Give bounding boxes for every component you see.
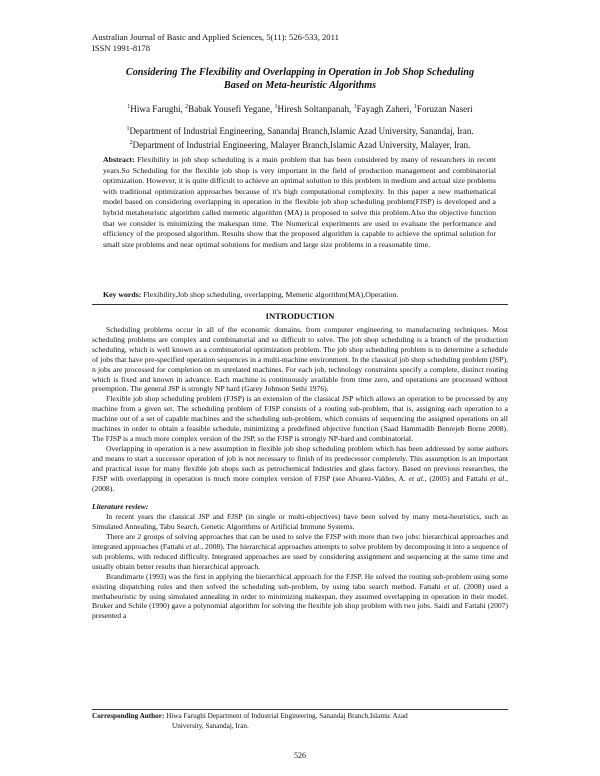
intro-paragraph-2: Flexible job shop scheduling problem (FJSP) is an extension of the classical JSP which allows an operation to be processed by any machine from a given set. The scheduling problem of FJSP consists of a routing sub-problem, that is, assigning each operation to a machine out of a set of capable machines and the scheduling sub-problem, which consists of sequencing the assigned operations on all machines in order to obtain a feasible schedule, minimizing a predefined objective function (Saad Hammadib Benrejeb Borne 2008). The FJSP is a much more complex version of the JSP, so the FJSP is strongly NP-hard and combinatorial.: [92, 394, 508, 443]
footer-line-1: [92, 712, 508, 722]
affiliations: [80, 124, 520, 151]
keywords: [103, 290, 496, 301]
corresponding-author-note: [92, 712, 508, 731]
text-run: ., (2005) and Fattahi: [422, 473, 491, 483]
author-name: Hiresh Soltanpanah,: [277, 104, 352, 115]
abstract-label: Abstract:: [103, 155, 135, 164]
et-al-italic: et al: [408, 473, 423, 483]
body-text: [92, 325, 508, 621]
affiliation-mark: 2: [129, 139, 133, 146]
author-name: Hiwa Farughi,: [130, 104, 183, 115]
affiliation-mark: 1: [126, 126, 130, 132]
keywords-label: Key words:: [103, 290, 142, 299]
corresponding-author-text: Hiwa Farughi Department of Industrial Engineering, Sanandaj Branch,Islamic Azad: [166, 712, 408, 720]
author-affil-mark: 1: [353, 104, 357, 110]
title-line-1: Considering The Flexibility and Overlapping in Operation in Job Shop Scheduling: [125, 67, 475, 78]
title-line-2: Based on Meta-heuristic Algorithms: [223, 80, 377, 92]
et-al-italic: et al: [443, 581, 459, 591]
page-number: 526: [294, 751, 306, 760]
affiliation-text: Department of Industrial Engineering, Sanandaj Branch,Islamic Azad University, Sanandaj, Iran.: [129, 125, 474, 136]
et-al-italic: et al: [490, 473, 505, 483]
text-run: . (2008) used a methaheuristic by using simulated annealing in order to minimizing makespan, they assumed overlapping in operation in their model. Bruker and Schile (1990) gave a polynomial algorithm for solving the flexible job shop problem with two jobs. Saidi and Fattahi (2007) presented a: [92, 581, 508, 621]
section-heading-introduction: INTRODUCTION: [265, 311, 335, 321]
footer-divider: [92, 709, 508, 710]
keywords-text: Flexibility,Job shop scheduling, overlapping, Memetic algorithm(MA),Operation.: [143, 290, 399, 299]
et-al-italic: et al.: [185, 542, 202, 552]
author-name: Foruzan Naseri: [416, 104, 473, 115]
author-list: [80, 101, 520, 115]
text-run: ., (2008).: [92, 473, 508, 493]
abstract: [103, 155, 496, 250]
text-run: , 2008). The hierarchical approaches attempts to solve problem by decomposing it into a sequence of sub problems, with reduced difficulty. Integrated approaches are used by considering assignment and sequencing at the same time and usually obtain better results than hierarchical approach.: [92, 542, 509, 571]
footer-line-2: University, Sanandaj, Iran.: [172, 721, 249, 730]
text-run: Brandimarte (1993) was the first in applying the hierarchical approach for the FJSP. He solved the routing sub-problem using some existing dispatching rules and then solved the scheduling sub-problem, by using tabu search method. Fattahi: [92, 571, 508, 591]
affiliation-2: [80, 138, 520, 152]
author-name: Babak Yousefi Yegane,: [188, 104, 273, 115]
author-affil-mark: 2: [185, 104, 189, 110]
affiliation-1: [80, 124, 520, 138]
author-affil-mark: 1: [127, 104, 131, 110]
journal-citation: Australian Journal of Basic and Applied Sciences, 5(11): 526-533, 2011: [92, 32, 339, 42]
intro-paragraph-1: Scheduling problems occur in all of the economic domains, from computer engineering to manufacturing techniques. Most scheduling problems are complex and combinatorial and so difficult to solve. The job shop scheduling is a branch of the production scheduling, which is well known as a combinatorial optimization problem. The job shop scheduling problem is to determine a schedule of jobs that have pre-specified operation sequences in a multi-machine environment. In the classical job shop scheduling problem (JSP), n jobs are processed for completion on m unrelated machines. For each job, technology constraints specify a complete, distinct routing which is fixed and known in advance. Each machine is continuously available from time zero, and operations are processed without preemption. The general JSP is strongly NP hard (Garey Johnson Sethi 1976).: [92, 325, 508, 394]
author-affil-mark: 1: [413, 104, 417, 110]
section-divider: [92, 304, 508, 305]
paper-title: [96, 66, 504, 92]
section-heading-literature-review: Literature review:: [92, 502, 149, 512]
text-run: Overlapping in operation is a new assumption in flexible job shop scheduling problem which has been addressed by some authors and means to start a successor operation of job is not necessary to finish of its predecessor completely. This assumption is an important and practical issue for many flexible job shops such as petrochemical Industries and glass factory. Based on previous researches, the FJSP with overlapping in operation is much more complex version of FJSP (see Alvarez-Valdes, A.: [92, 443, 508, 483]
lit-paragraph-2: [92, 532, 508, 572]
abstract-text: Flexibility in job shop scheduling is a main problem that has been considered by many of researchers in recent years.So Scheduling for the flexible job shop is very important in the field of production management and combinatorial optimization. However, it is quite difficult to achieve an optimal solution to this problem in medium and actual size problems with traditional optimization approaches because of it's high computational complexity. In this paper a new mathematical model based on considering overlapping in operation in the flexible job shop scheduling problem(FJSP) is developed and a hybrid metaheuristic algorithm called memetic algorithm (MA) is proposed to solve this problem.Also the objective function that we consider is minimizing the makespan time. The Numerical experiments are used to evaluate the performance and efficiency of the proposed algorithm. Results show that the proposed algorithm is capable to achieve the optimal solution for small size problems and near optimal solutions for medium and large size problems in a reasonable time.: [103, 155, 496, 249]
text-run: There are 2 groups of solving approaches that can be used to solve the FJSP with more than two jobs: hierarchical approaches and integrated approaches (Fattahi: [92, 532, 508, 552]
lit-paragraph-1: In recent years the classical JSP and FJSP (in single or multi-objectives) have been solved by many meta-heuristics, such as Simulated Annealing, Tabu Search, Genetic Algorithms or Artificial Immune Systems.: [92, 512, 508, 532]
author-affil-mark: 1: [274, 104, 278, 110]
author-name: Fayagh Zaheri,: [356, 104, 412, 115]
affiliation-text: Department of Industrial Engineering, Malayer Branch,Islamic Azad University, Malayer, Iran.: [132, 139, 471, 150]
journal-issn: ISSN 1991-8178: [92, 43, 151, 53]
lit-paragraph-3: [92, 572, 508, 622]
corresponding-author-label: Corresponding Author:: [92, 712, 165, 720]
intro-paragraph-3: [92, 444, 508, 494]
journal-header: [92, 32, 339, 54]
